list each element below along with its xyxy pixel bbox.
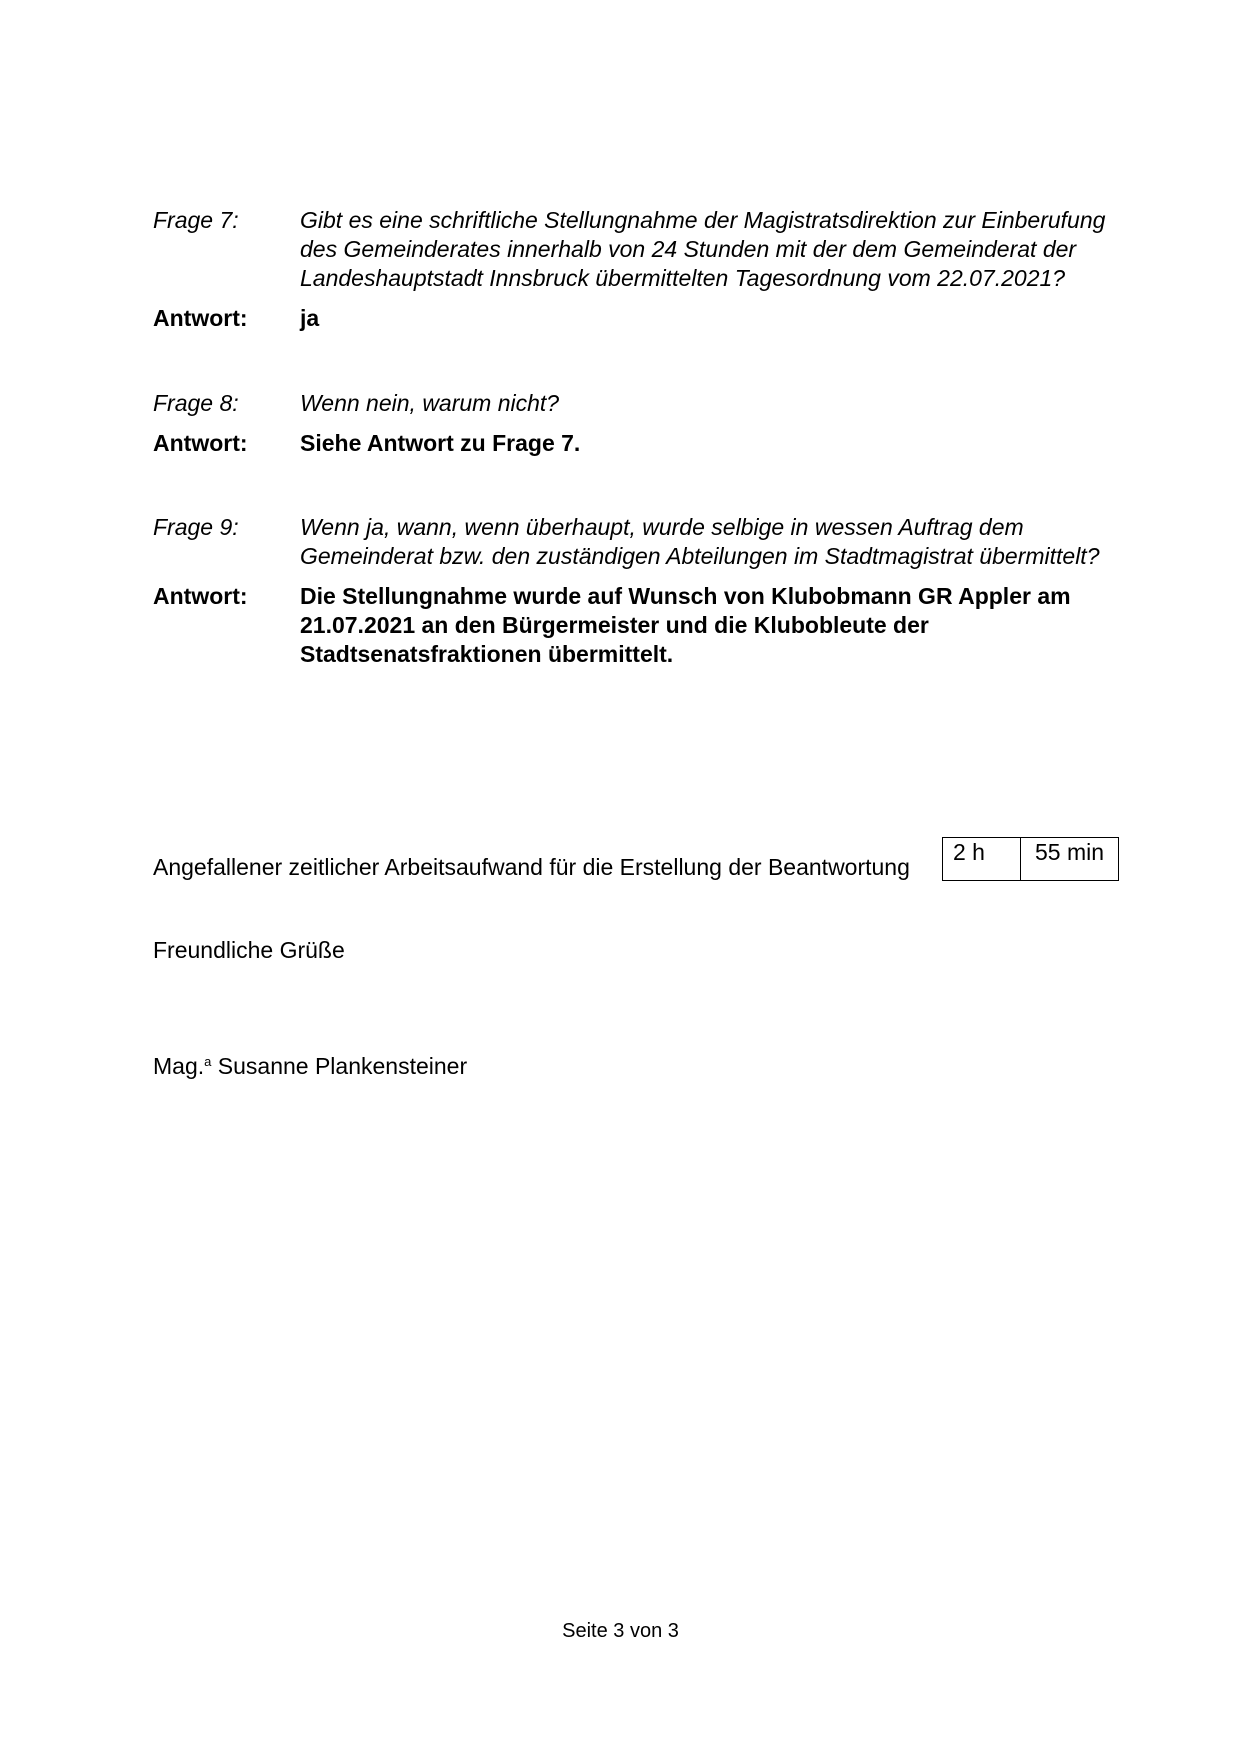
answer-text: Die Stellungnahme wurde auf Wunsch von Klubobmann GR Appler am 21.07.2021 an den Bürgermeister und die Klubobleute der Stadtsenatsfraktionen übermittelt. xyxy=(300,583,1071,667)
signature-title-sup: a xyxy=(204,1054,212,1069)
closing-greeting: Freundliche Grüße xyxy=(153,937,345,963)
question-label: Frage 7: xyxy=(153,207,239,233)
signature-line xyxy=(153,1047,467,1081)
question-text: Wenn ja, wann, wenn überhaupt, wurde selbige in wessen Auftrag dem Gemeinderat bzw. den zuständigen Abteilungen im Stadtmagistrat übermittelt? xyxy=(300,514,1100,569)
answer-text: ja xyxy=(300,305,320,331)
qa-block-7 xyxy=(153,206,1113,333)
question-row xyxy=(153,513,1113,571)
answer-label: Antwort: xyxy=(153,430,248,456)
qa-block-8 xyxy=(153,389,1113,458)
answer-label: Antwort: xyxy=(153,305,248,331)
answer-row xyxy=(153,582,1113,669)
work-effort-label: Angefallener zeitlicher Arbeitsaufwand für die Erstellung der Beantwortung xyxy=(153,854,910,880)
question-label: Frage 9: xyxy=(153,514,239,540)
work-effort-section xyxy=(153,837,1123,881)
signature-title-text: Mag. xyxy=(153,1053,205,1079)
effort-hours-cell: 2 h xyxy=(943,838,1021,880)
question-row xyxy=(153,389,1113,418)
question-text: Wenn nein, warum nicht? xyxy=(300,390,560,416)
signature-title xyxy=(153,1053,211,1079)
answer-label: Antwort: xyxy=(153,583,248,609)
answer-row xyxy=(153,429,1113,458)
answer-row xyxy=(153,304,1113,333)
answer-text: Siehe Antwort zu Frage 7. xyxy=(300,430,581,456)
signature-name: Susanne Plankensteiner xyxy=(217,1053,468,1079)
question-text: Gibt es eine schriftliche Stellungnahme der Magistratsdirektion zur Einberufung des Gemeinderates innerhalb von 24 Stunden mit der dem Gemeinderat der Landeshauptstadt Innsbruck übermittelten Tagesordnung vom 22.07.2021? xyxy=(300,207,1106,291)
question-label: Frage 8: xyxy=(153,390,239,416)
qa-block-9 xyxy=(153,513,1113,669)
question-row xyxy=(153,206,1113,293)
work-effort-table xyxy=(942,837,1119,881)
effort-minutes-cell: 55 min xyxy=(1035,839,1105,865)
page-number-footer: Seite 3 von 3 xyxy=(562,1620,679,1642)
